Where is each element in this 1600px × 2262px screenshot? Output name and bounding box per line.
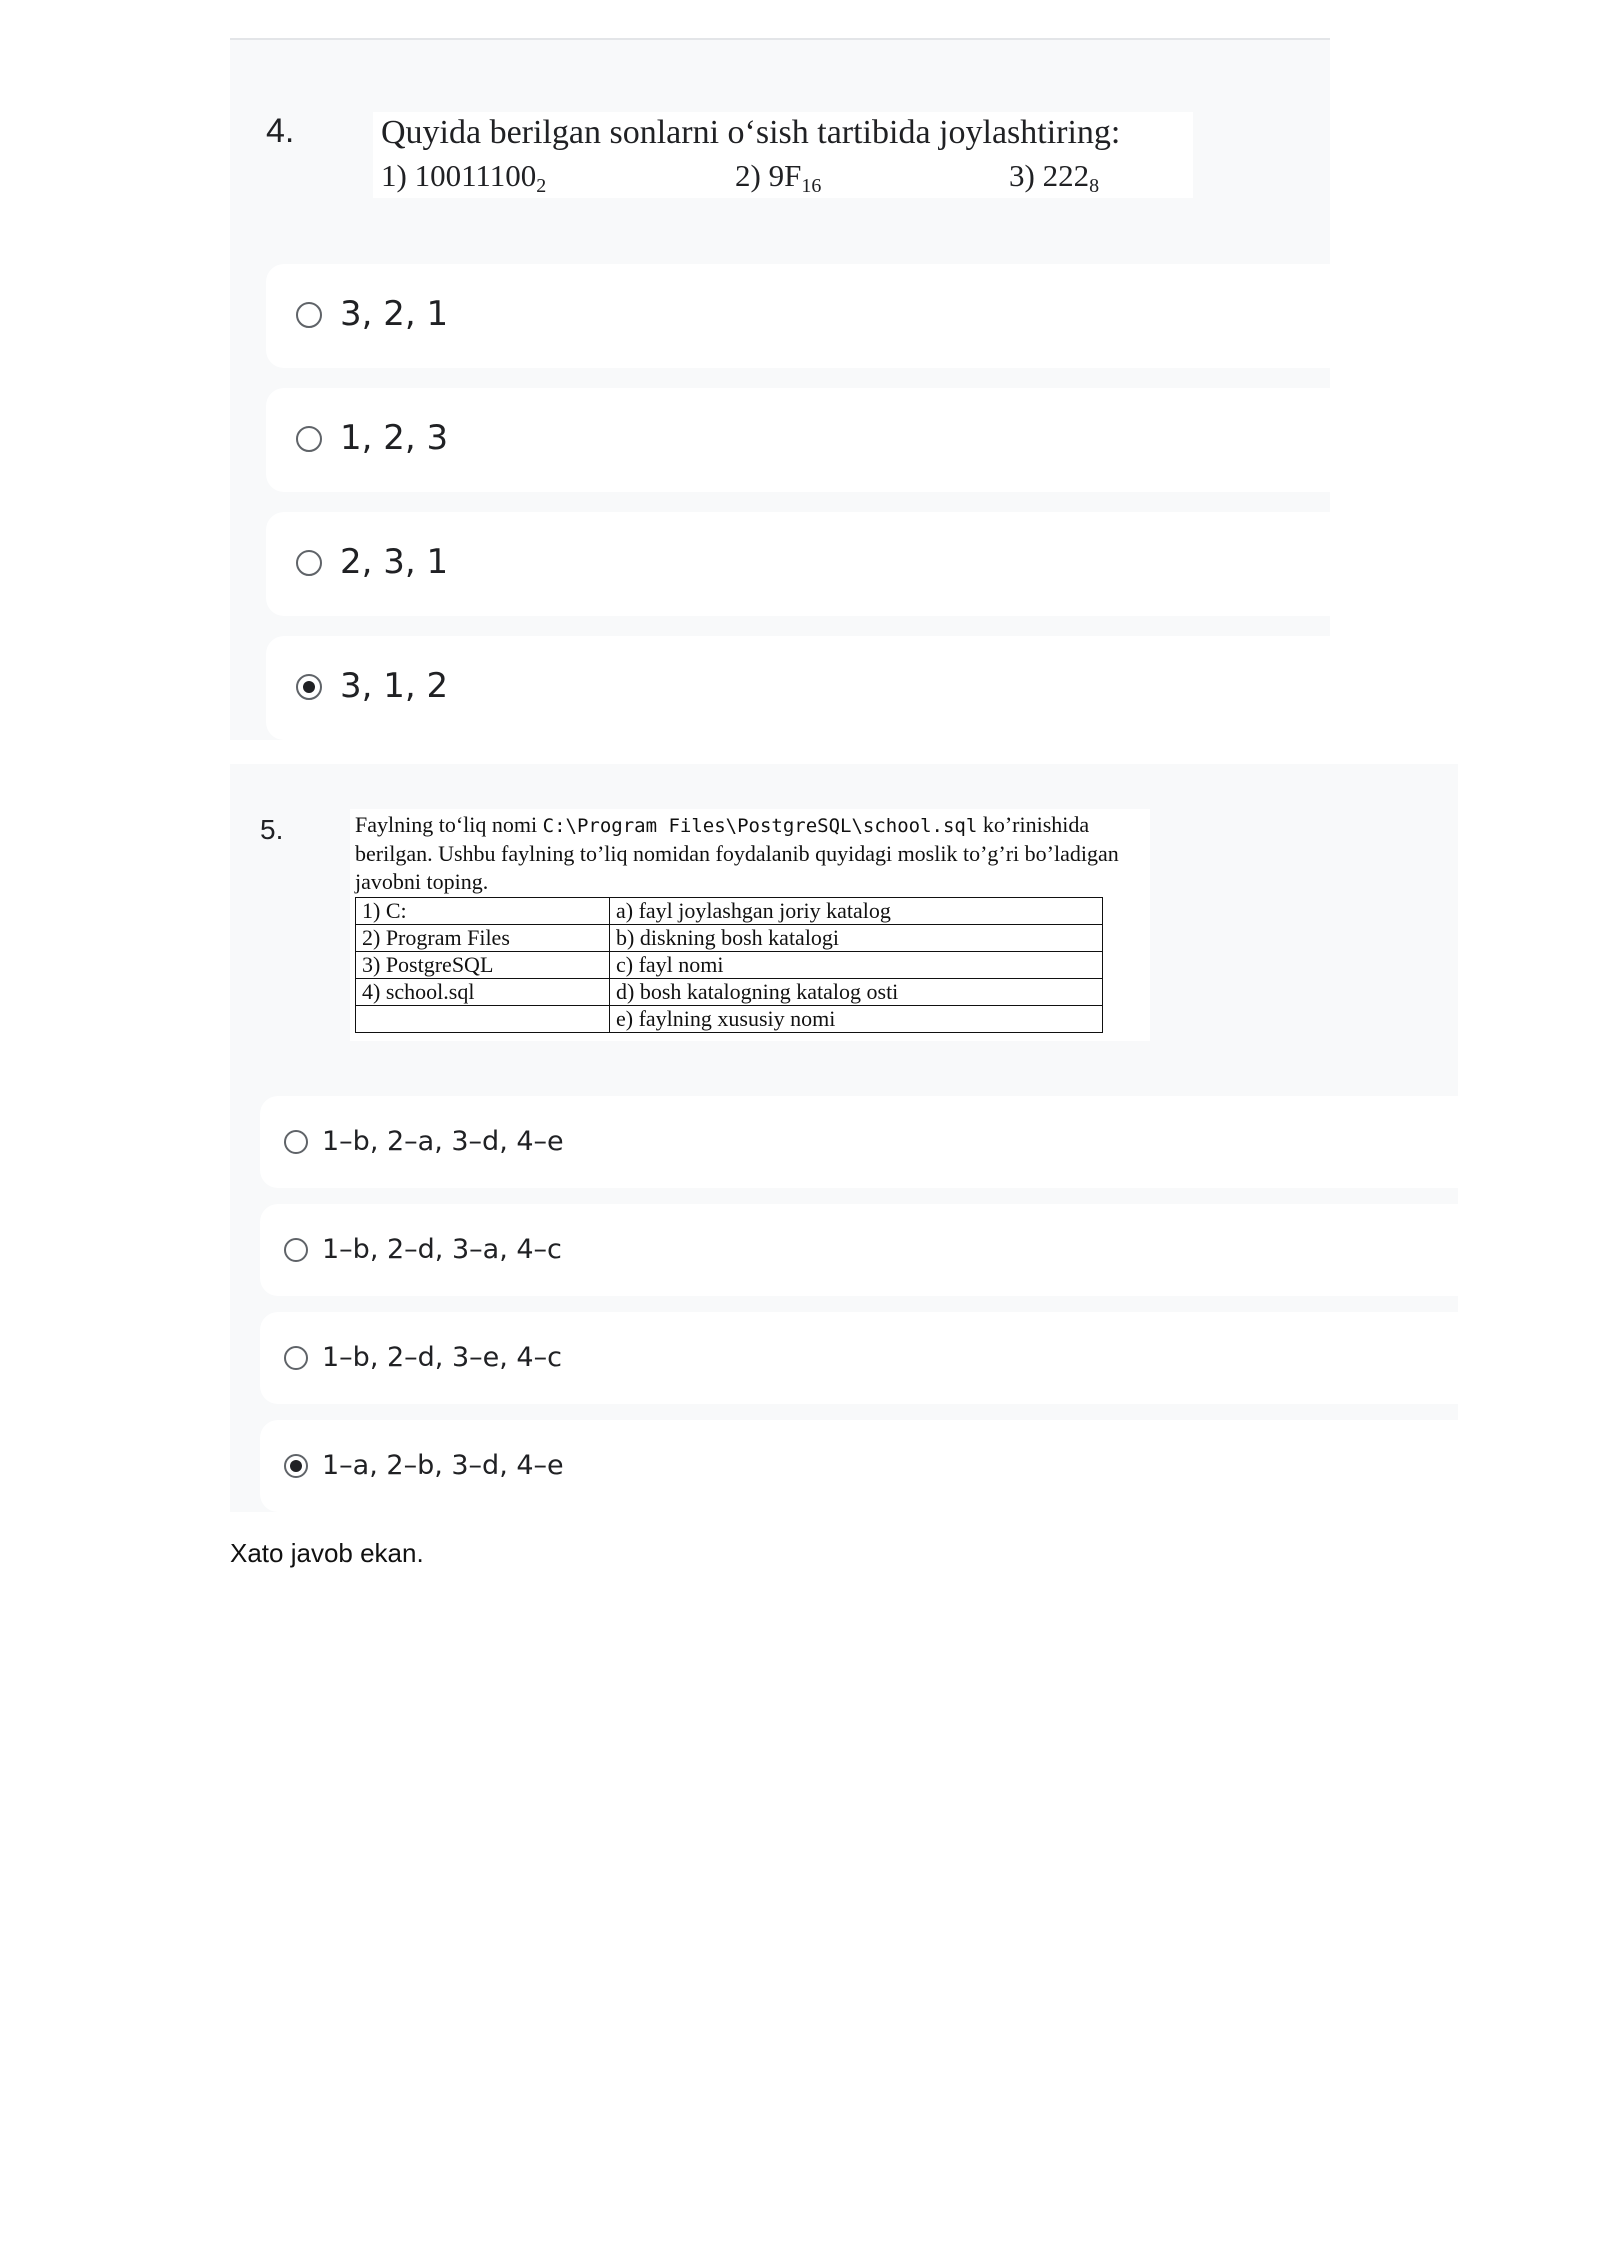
radio-button[interactable]	[296, 426, 322, 452]
question-number: 4.	[266, 112, 295, 150]
number-item-1: 1) $10011100_2$	[381, 158, 547, 197]
number-item-3: 3) $222_8$	[1009, 158, 1100, 197]
option-label: 1, 2, 3	[340, 418, 449, 458]
option-label: 3, 2, 1	[340, 294, 449, 334]
question-5-card	[230, 764, 1458, 1512]
option-q4-2[interactable]	[266, 388, 1330, 492]
radio-button[interactable]	[284, 1130, 308, 1154]
question-number: 5.	[260, 814, 284, 845]
radio-button-selected[interactable]	[284, 1454, 308, 1478]
option-label: 1–b, 2–d, 3–a, 4–c	[322, 1234, 562, 1265]
option-label: 1–a, 2–b, 3–d, 4–e	[322, 1450, 564, 1481]
option-q5-2[interactable]	[260, 1204, 1458, 1296]
question-prompt: Faylning to‘liq nomi C:\Program Files\PostgreSQL\school.sql ko’rinishida berilgan. Ushbu faylning to’liq nomidan foydalanib quyidagi moslik to’g’ri bo’ladigan javobni toping.	[355, 812, 1119, 894]
matching-table	[355, 897, 1103, 1033]
table-row: 4) school.sql d) bosh katalogning katalog osti	[356, 979, 1103, 1006]
question-4-card	[230, 38, 1330, 740]
question-stem-image	[373, 112, 1193, 198]
radio-button[interactable]	[296, 550, 322, 576]
number-item-2: 2) $9F_{16}$	[735, 158, 822, 197]
table-row: e) faylning xususiy nomi	[356, 1006, 1103, 1033]
radio-button[interactable]	[296, 302, 322, 328]
question-stem-image	[350, 809, 1150, 1041]
option-label: 1–b, 2–a, 3–d, 4–e	[322, 1126, 564, 1157]
question-prompt: Quyida berilgan sonlarni o‘sish tartibida joylashtiring:	[381, 114, 1121, 151]
option-q4-4[interactable]	[266, 636, 1330, 740]
option-label: 2, 3, 1	[340, 542, 449, 582]
radio-button[interactable]	[284, 1238, 308, 1262]
option-label: 3, 1, 2	[340, 666, 449, 706]
option-label: 1–b, 2–d, 3–e, 4–c	[322, 1342, 562, 1373]
option-q4-1[interactable]	[266, 264, 1330, 368]
table-row: 2) Program Files b) diskning bosh katalogi	[356, 925, 1103, 952]
option-q4-3[interactable]	[266, 512, 1330, 616]
table-row: 1) C: a) fayl joylashgan joriy katalog	[356, 898, 1103, 925]
table-row: 3) PostgreSQL c) fayl nomi	[356, 952, 1103, 979]
option-q5-1[interactable]	[260, 1096, 1458, 1188]
option-q5-3[interactable]	[260, 1312, 1458, 1404]
result-note: Xato javob ekan.	[230, 1538, 424, 1568]
option-q5-4[interactable]	[260, 1420, 1458, 1512]
radio-button[interactable]	[284, 1346, 308, 1370]
radio-button-selected[interactable]	[296, 674, 322, 700]
file-path: C:\Program Files\PostgreSQL\school.sql	[542, 815, 978, 837]
